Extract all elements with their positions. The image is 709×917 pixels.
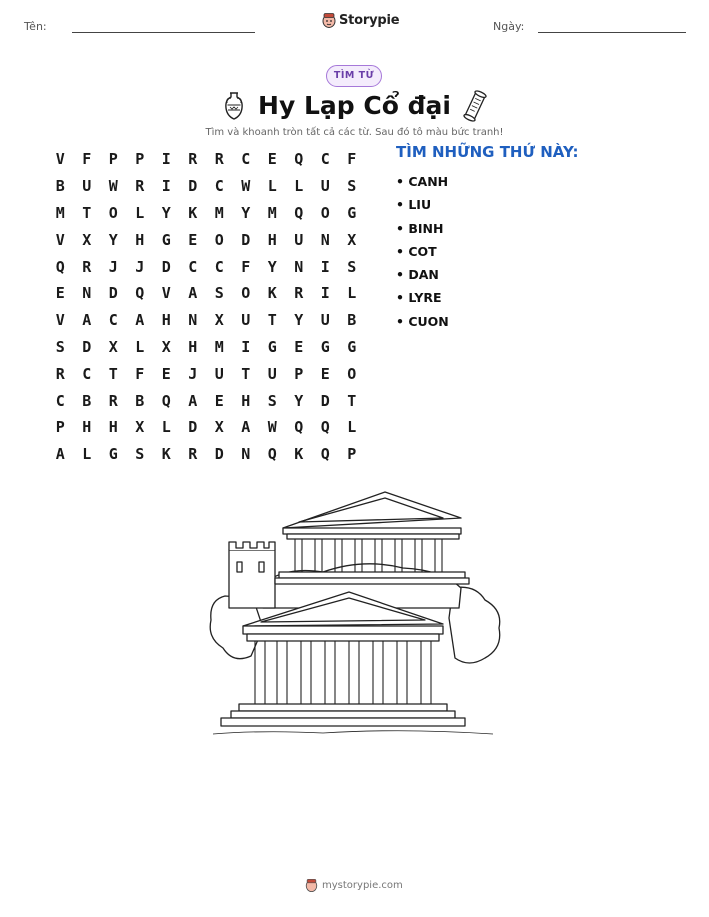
grid-letter[interactable]: S xyxy=(55,337,65,356)
word-list-item: • BINH xyxy=(396,220,444,236)
grid-letter[interactable]: C xyxy=(82,364,92,383)
word-list-item: • CUON xyxy=(396,313,449,329)
brand-logo xyxy=(322,12,399,28)
grid-letter[interactable]: T xyxy=(347,391,357,410)
grid-letter[interactable]: N xyxy=(82,284,92,303)
greek-temple-illustration xyxy=(203,488,508,743)
grid-letter[interactable]: X xyxy=(347,230,357,249)
grid-letter[interactable]: E xyxy=(214,391,224,410)
grid-letter[interactable]: P xyxy=(135,150,145,169)
grid-letter[interactable]: Y xyxy=(294,391,304,410)
grid-row xyxy=(47,146,365,173)
page-title: Hy Lạp Cổ đại xyxy=(258,91,451,120)
grid-letter[interactable]: Q xyxy=(135,284,145,303)
grid-row xyxy=(47,360,365,387)
grid-letter[interactable]: U xyxy=(241,311,251,330)
grid-letter[interactable]: Q xyxy=(320,418,330,437)
grid-letter[interactable]: V xyxy=(55,311,65,330)
grid-row xyxy=(47,200,365,227)
grid-letter[interactable]: G xyxy=(347,203,357,222)
grid-letter[interactable]: J xyxy=(108,257,118,276)
grid-letter[interactable]: C xyxy=(55,391,65,410)
scroll-icon xyxy=(462,89,488,123)
grid-letter[interactable]: A xyxy=(188,391,198,410)
brand-name: Storypie xyxy=(339,12,400,28)
grid-row xyxy=(47,307,365,334)
grid-letter[interactable]: U xyxy=(214,364,224,383)
grid-letter[interactable]: D xyxy=(108,284,118,303)
grid-letter[interactable]: R xyxy=(188,150,198,169)
grid-row xyxy=(47,226,365,253)
grid-letter[interactable]: F xyxy=(241,257,251,276)
word-list-item: • CANH xyxy=(396,174,449,189)
grid-letter[interactable]: O xyxy=(320,203,330,222)
grid-letter[interactable]: Y xyxy=(267,257,277,276)
grid-letter[interactable]: O xyxy=(214,230,224,249)
grid-letter[interactable]: E xyxy=(188,230,198,249)
grid-letter[interactable]: F xyxy=(135,364,145,383)
name-line xyxy=(72,32,255,33)
grid-letter[interactable]: D xyxy=(241,230,251,249)
grid-letter[interactable]: Y xyxy=(161,203,171,222)
grid-letter[interactable]: B xyxy=(55,177,65,196)
grid-letter[interactable]: R xyxy=(82,257,92,276)
grid-letter[interactable]: J xyxy=(188,364,198,383)
grid-letter[interactable]: X xyxy=(214,311,224,330)
grid-letter[interactable]: F xyxy=(347,150,357,169)
grid-letter[interactable]: H xyxy=(135,230,145,249)
grid-letter[interactable]: L xyxy=(135,337,145,356)
grid-letter[interactable]: D xyxy=(188,418,198,437)
grid-letter[interactable]: T xyxy=(241,364,251,383)
grid-letter[interactable]: X xyxy=(161,337,171,356)
grid-letter[interactable]: E xyxy=(294,337,304,356)
instructions: Tìm và khoanh tròn tất cả các từ. Sau đó tô màu bức tranh! xyxy=(205,127,504,138)
grid-letter[interactable]: C xyxy=(214,257,224,276)
grid-row xyxy=(47,334,365,361)
grid-letter[interactable]: F xyxy=(82,150,92,169)
grid-letter[interactable]: G xyxy=(320,337,330,356)
grid-letter[interactable]: C xyxy=(241,150,251,169)
grid-letter[interactable]: B xyxy=(135,391,145,410)
grid-letter[interactable]: I xyxy=(241,337,251,356)
grid-letter[interactable]: K xyxy=(294,445,304,464)
grid-letter[interactable]: Q xyxy=(161,391,171,410)
grid-letter[interactable]: O xyxy=(241,284,251,303)
grid-letter[interactable]: N xyxy=(294,257,304,276)
grid-letter[interactable]: L xyxy=(347,284,357,303)
word-list-title: TÌM NHỮNG THỨ NÀY: xyxy=(396,143,579,161)
grid-letter[interactable]: E xyxy=(267,150,277,169)
grid-letter[interactable]: E xyxy=(320,364,330,383)
grid-letter[interactable]: W xyxy=(241,177,251,196)
grid-letter[interactable]: R xyxy=(294,284,304,303)
grid-letter[interactable]: L xyxy=(161,418,171,437)
grid-letter[interactable]: X xyxy=(108,337,118,356)
grid-letter[interactable]: L xyxy=(267,177,277,196)
word-search-grid xyxy=(47,146,365,468)
grid-letter[interactable]: L xyxy=(82,445,92,464)
grid-letter[interactable]: L xyxy=(294,177,304,196)
word-list-item: • COT xyxy=(396,243,437,259)
grid-letter[interactable]: Y xyxy=(241,203,251,222)
grid-letter[interactable]: O xyxy=(347,364,357,383)
grid-letter[interactable]: Y xyxy=(108,230,118,249)
grid-letter[interactable]: U xyxy=(82,177,92,196)
grid-letter[interactable]: S xyxy=(347,177,357,196)
word-list-item: • LYRE xyxy=(396,290,442,306)
grid-letter[interactable]: D xyxy=(320,391,330,410)
grid-letter[interactable]: H xyxy=(108,418,118,437)
grid-letter[interactable]: Q xyxy=(55,257,65,276)
grid-letter[interactable]: M xyxy=(214,337,224,356)
grid-letter[interactable]: C xyxy=(214,177,224,196)
grid-letter[interactable]: S xyxy=(135,445,145,464)
word-list xyxy=(396,170,449,333)
grid-letter[interactable]: V xyxy=(55,230,65,249)
grid-letter[interactable]: S xyxy=(214,284,224,303)
grid-row xyxy=(47,414,365,441)
grid-row xyxy=(47,173,365,200)
grid-letter[interactable]: D xyxy=(214,445,224,464)
grid-letter[interactable]: O xyxy=(108,203,118,222)
grid-letter[interactable]: J xyxy=(135,257,145,276)
grid-letter[interactable]: H xyxy=(82,418,92,437)
grid-letter[interactable]: N xyxy=(188,311,198,330)
grid-letter[interactable]: P xyxy=(108,150,118,169)
word-list-item: • LIU xyxy=(396,197,432,213)
grid-letter[interactable]: E xyxy=(55,284,65,303)
grid-letter[interactable]: E xyxy=(161,364,171,383)
grid-letter[interactable]: H xyxy=(188,337,198,356)
grid-letter[interactable]: B xyxy=(82,391,92,410)
grid-row xyxy=(47,253,365,280)
grid-letter[interactable]: I xyxy=(320,257,330,276)
grid-letter[interactable]: L xyxy=(135,203,145,222)
grid-letter[interactable]: H xyxy=(241,391,251,410)
grid-letter[interactable]: R xyxy=(188,445,198,464)
grid-letter[interactable]: D xyxy=(82,337,92,356)
grid-letter[interactable]: A xyxy=(55,445,65,464)
grid-letter[interactable]: M xyxy=(214,203,224,222)
grid-letter[interactable]: K xyxy=(267,284,277,303)
grid-letter[interactable]: T xyxy=(108,364,118,383)
grid-letter[interactable]: Y xyxy=(294,311,304,330)
grid-letter[interactable]: I xyxy=(320,284,330,303)
grid-letter[interactable]: I xyxy=(161,150,171,169)
grid-letter[interactable]: U xyxy=(320,177,330,196)
grid-letter[interactable]: C xyxy=(188,257,198,276)
grid-letter[interactable]: W xyxy=(108,177,118,196)
name-label: Tên: xyxy=(24,20,47,33)
grid-letter[interactable]: C xyxy=(108,311,118,330)
date-label: Ngày: xyxy=(493,20,525,33)
grid-letter[interactable]: U xyxy=(294,230,304,249)
grid-letter[interactable]: X xyxy=(82,230,92,249)
grid-letter[interactable]: G xyxy=(267,337,277,356)
grid-letter[interactable]: A xyxy=(241,418,251,437)
grid-letter[interactable]: U xyxy=(267,364,277,383)
grid-letter[interactable]: X xyxy=(135,418,145,437)
grid-letter[interactable]: K xyxy=(188,203,198,222)
grid-letter[interactable]: Q xyxy=(320,445,330,464)
grid-letter[interactable]: V xyxy=(55,150,65,169)
grid-letter[interactable]: T xyxy=(267,311,277,330)
grid-letter[interactable]: P xyxy=(55,418,65,437)
grid-row xyxy=(47,387,365,414)
grid-letter[interactable]: G xyxy=(161,230,171,249)
grid-letter[interactable]: T xyxy=(82,203,92,222)
grid-letter[interactable]: K xyxy=(161,445,171,464)
grid-row xyxy=(47,280,365,307)
grid-letter[interactable]: H xyxy=(161,311,171,330)
grid-letter[interactable]: B xyxy=(347,311,357,330)
grid-letter[interactable]: N xyxy=(320,230,330,249)
grid-letter[interactable]: X xyxy=(214,418,224,437)
word-list-item: • DAN xyxy=(396,267,439,283)
grid-letter[interactable]: R xyxy=(108,391,118,410)
grid-letter[interactable]: U xyxy=(320,311,330,330)
grid-row xyxy=(47,441,365,468)
grid-letter[interactable]: M xyxy=(267,203,277,222)
grid-letter[interactable]: V xyxy=(161,284,171,303)
grid-letter[interactable]: R xyxy=(55,364,65,383)
grid-letter[interactable]: Q xyxy=(267,445,277,464)
grid-letter[interactable]: S xyxy=(347,257,357,276)
grid-letter[interactable]: N xyxy=(241,445,251,464)
grid-letter[interactable]: R xyxy=(135,177,145,196)
grid-letter[interactable]: D xyxy=(161,257,171,276)
grid-letter[interactable]: C xyxy=(320,150,330,169)
grid-letter[interactable]: A xyxy=(188,284,198,303)
grid-letter[interactable]: D xyxy=(188,177,198,196)
worksheet-type-badge: TÌM TỪ xyxy=(326,65,382,87)
grid-letter[interactable]: W xyxy=(267,418,277,437)
grid-letter[interactable]: S xyxy=(267,391,277,410)
grid-letter[interactable]: A xyxy=(82,311,92,330)
grid-letter[interactable]: R xyxy=(214,150,224,169)
grid-letter[interactable]: H xyxy=(267,230,277,249)
grid-letter[interactable]: P xyxy=(347,445,357,464)
grid-letter[interactable]: G xyxy=(347,337,357,356)
grid-letter[interactable]: G xyxy=(108,445,118,464)
grid-letter[interactable]: A xyxy=(135,311,145,330)
footer-url: mystorypie.com xyxy=(322,879,403,891)
grid-letter[interactable]: M xyxy=(55,203,65,222)
storypie-mascot-icon xyxy=(322,12,336,28)
grid-letter[interactable]: Q xyxy=(294,418,304,437)
grid-letter[interactable]: L xyxy=(347,418,357,437)
footer xyxy=(305,878,403,892)
storypie-mascot-icon xyxy=(305,878,318,892)
date-line xyxy=(538,32,686,33)
grid-letter[interactable]: I xyxy=(161,177,171,196)
grid-letter[interactable]: P xyxy=(294,364,304,383)
grid-letter[interactable]: Q xyxy=(294,150,304,169)
grid-letter[interactable]: Q xyxy=(294,203,304,222)
